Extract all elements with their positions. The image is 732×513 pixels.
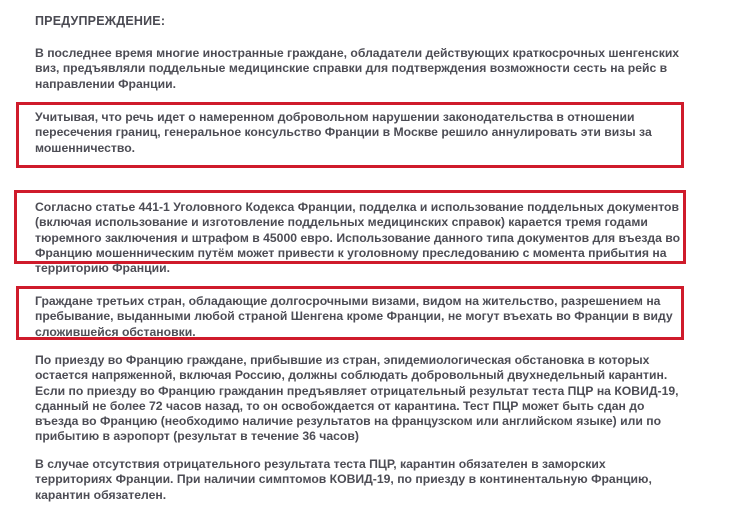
warning-heading: ПРЕДУПРЕЖДЕНИЕ: [35,14,166,28]
paragraph-pcr-absence: В случае отсутствия отрицательного результата теста ПЦР, карантин обязателен в заморских территориях Франции. При наличии симптомов КОВИД-19, по приезду в континентальную Францию, карантин обязателен. [35,457,652,502]
paragraph-intro: В последнее время многие иностранные граждане, обладатели действующих краткосрочных шенгенских виз, предъявляли поддельные медицинские справки для подтверждения возможности сесть на рейс в направлении Франции. [35,46,680,91]
paragraph-criminal-code: Согласно статье 441-1 Уголовного Кодекса Франции, подделка и использование поддельных документов (включая использование и изготовление поддельных медицинских справок) карается тремя годами тюремного заключения и штрафом в 45000 евро. Использование данного типа документов для въезда во Францию мошенническим путём может привести к уголовному преследованию с момента прибытия на территорию Франции. [35,200,681,276]
paragraph-quarantine: По приезду во Францию граждане, прибывшие из стран, эпидемиологическая обстановка в которых остается напряженной, включая Россию, должны соблюдать добровольный двухнедельный карантин. Если по приезду во Францию гражданин предъявляет отрицательный результат теста ПЦР на КОВИД-19, сданный не более 72 часов назад, то он освобождается от карантина. Тест ПЦР может быть сдан до въезда во Францию (необходимо наличие результатов на французском или английском языке) или по прибытию в аэропорт (результат в течение 36 часов) [35,353,679,444]
paragraph-third-countries: Граждане третьих стран, обладающие долгосрочными визами, видом на жительство, разрешением на пребывание, выданными любой страной Шенгена кроме Франции, не могут въехать во Франции в виду сложившейся обстановки. [35,294,673,339]
paragraph-visa-annulment: Учитывая, что речь идет о намеренном добровольном нарушении законодательства в отношении пересечения границ, генеральное консульство Франции в Москве решило аннулировать эти визы за мошенничество. [35,110,652,155]
